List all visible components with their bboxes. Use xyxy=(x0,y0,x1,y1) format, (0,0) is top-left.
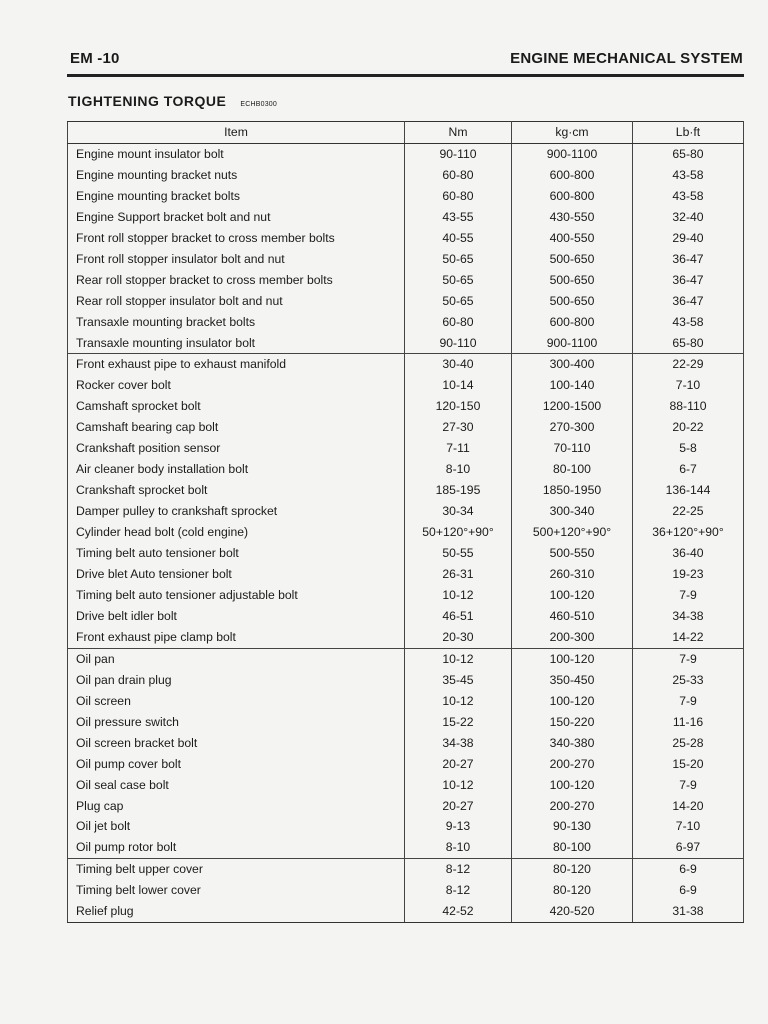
cell-kgcm: 100-120 xyxy=(512,585,633,606)
column-header-item: Item xyxy=(68,122,405,144)
cell-item: Oil pan xyxy=(68,648,405,669)
cell-lbft: 14-20 xyxy=(633,796,744,817)
cell-kgcm: 420-520 xyxy=(512,901,633,922)
cell-lbft: 65-80 xyxy=(633,143,744,164)
cell-item: Oil screen xyxy=(68,691,405,712)
cell-lbft: 15-20 xyxy=(633,754,744,775)
cell-kgcm: 80-100 xyxy=(512,459,633,480)
cell-lbft: 34-38 xyxy=(633,606,744,627)
table-header-row xyxy=(68,122,744,144)
header-divider xyxy=(67,74,744,77)
table-row xyxy=(68,901,744,922)
cell-nm: 10-12 xyxy=(405,585,512,606)
cell-lbft: 22-25 xyxy=(633,501,744,522)
cell-kgcm: 100-120 xyxy=(512,775,633,796)
cell-kgcm: 1850-1950 xyxy=(512,480,633,501)
cell-lbft: 6-9 xyxy=(633,880,744,901)
table-row xyxy=(68,333,744,354)
cell-nm: 30-40 xyxy=(405,354,512,375)
cell-kgcm: 260-310 xyxy=(512,564,633,585)
table-row xyxy=(68,186,744,207)
column-header-lbft: Lb·ft xyxy=(633,122,744,144)
cell-lbft: 43-58 xyxy=(633,186,744,207)
cell-nm: 35-45 xyxy=(405,670,512,691)
cell-nm: 20-30 xyxy=(405,627,512,648)
table-row xyxy=(68,354,744,375)
cell-lbft: 36-47 xyxy=(633,249,744,270)
cell-kgcm: 300-340 xyxy=(512,501,633,522)
cell-lbft: 25-28 xyxy=(633,733,744,754)
cell-lbft: 19-23 xyxy=(633,564,744,585)
cell-kgcm: 270-300 xyxy=(512,417,633,438)
cell-nm: 10-12 xyxy=(405,691,512,712)
cell-kgcm: 1200-1500 xyxy=(512,396,633,417)
table-row xyxy=(68,543,744,564)
cell-item: Oil seal case bolt xyxy=(68,775,405,796)
cell-item: Oil screen bracket bolt xyxy=(68,733,405,754)
cell-item: Timing belt auto tensioner adjustable bolt xyxy=(68,585,405,606)
cell-item: Camshaft bearing cap bolt xyxy=(68,417,405,438)
column-header-nm: Nm xyxy=(405,122,512,144)
cell-kgcm: 500-650 xyxy=(512,291,633,312)
cell-item: Rear roll stopper insulator bolt and nut xyxy=(68,291,405,312)
table-row xyxy=(68,691,744,712)
table-row xyxy=(68,816,744,837)
cell-lbft: 6-9 xyxy=(633,859,744,880)
table-row xyxy=(68,270,744,291)
cell-kgcm: 400-550 xyxy=(512,228,633,249)
cell-lbft: 36-40 xyxy=(633,543,744,564)
cell-kgcm: 430-550 xyxy=(512,207,633,228)
table-row xyxy=(68,859,744,880)
cell-nm: 15-22 xyxy=(405,712,512,733)
cell-nm: 50-65 xyxy=(405,249,512,270)
section-name: ENGINE MECHANICAL SYSTEM xyxy=(510,50,743,67)
cell-lbft: 7-9 xyxy=(633,775,744,796)
cell-nm: 10-12 xyxy=(405,648,512,669)
cell-item: Rocker cover bolt xyxy=(68,375,405,396)
table-row xyxy=(68,312,744,333)
cell-lbft: 5-8 xyxy=(633,438,744,459)
cell-item: Air cleaner body installation bolt xyxy=(68,459,405,480)
cell-kgcm: 100-120 xyxy=(512,691,633,712)
cell-nm: 30-34 xyxy=(405,501,512,522)
table-row xyxy=(68,522,744,543)
table-row xyxy=(68,712,744,733)
cell-item: Front exhaust pipe to exhaust manifold xyxy=(68,354,405,375)
cell-lbft: 31-38 xyxy=(633,901,744,922)
cell-nm: 90-110 xyxy=(405,143,512,164)
section-heading xyxy=(68,93,277,109)
cell-nm: 42-52 xyxy=(405,901,512,922)
cell-nm: 26-31 xyxy=(405,564,512,585)
cell-nm: 60-80 xyxy=(405,186,512,207)
cell-item: Front exhaust pipe clamp bolt xyxy=(68,627,405,648)
cell-nm: 60-80 xyxy=(405,312,512,333)
cell-kgcm: 80-120 xyxy=(512,880,633,901)
cell-kgcm: 600-800 xyxy=(512,165,633,186)
cell-nm: 7-11 xyxy=(405,438,512,459)
cell-nm: 60-80 xyxy=(405,165,512,186)
table-row xyxy=(68,459,744,480)
cell-kgcm: 600-800 xyxy=(512,312,633,333)
cell-item: Oil pump cover bolt xyxy=(68,754,405,775)
cell-nm: 8-10 xyxy=(405,459,512,480)
cell-item: Damper pulley to crankshaft sprocket xyxy=(68,501,405,522)
cell-nm: 10-14 xyxy=(405,375,512,396)
cell-item: Plug cap xyxy=(68,796,405,817)
table-row xyxy=(68,837,744,858)
cell-kgcm: 100-120 xyxy=(512,648,633,669)
table-row xyxy=(68,754,744,775)
cell-lbft: 36-47 xyxy=(633,270,744,291)
cell-item: Relief plug xyxy=(68,901,405,922)
table-row xyxy=(68,606,744,627)
cell-kgcm: 460-510 xyxy=(512,606,633,627)
cell-nm: 9-13 xyxy=(405,816,512,837)
cell-kgcm: 200-300 xyxy=(512,627,633,648)
table-row xyxy=(68,648,744,669)
cell-kgcm: 80-100 xyxy=(512,837,633,858)
cell-lbft: 6-7 xyxy=(633,459,744,480)
cell-item: Rear roll stopper bracket to cross member bolts xyxy=(68,270,405,291)
cell-kgcm: 70-110 xyxy=(512,438,633,459)
cell-lbft: 88-110 xyxy=(633,396,744,417)
table-row xyxy=(68,733,744,754)
table-row xyxy=(68,501,744,522)
table-row xyxy=(68,228,744,249)
cell-kgcm: 500-650 xyxy=(512,249,633,270)
cell-nm: 8-12 xyxy=(405,880,512,901)
table-row xyxy=(68,564,744,585)
cell-lbft: 11-16 xyxy=(633,712,744,733)
cell-lbft: 14-22 xyxy=(633,627,744,648)
cell-kgcm: 300-400 xyxy=(512,354,633,375)
cell-item: Front roll stopper insulator bolt and nut xyxy=(68,249,405,270)
cell-lbft: 6-97 xyxy=(633,837,744,858)
cell-item: Front roll stopper bracket to cross member bolts xyxy=(68,228,405,249)
cell-kgcm: 900-1100 xyxy=(512,333,633,354)
cell-lbft: 20-22 xyxy=(633,417,744,438)
table-row xyxy=(68,375,744,396)
cell-kgcm: 500+120°+90° xyxy=(512,522,633,543)
cell-lbft: 7-9 xyxy=(633,585,744,606)
table-row xyxy=(68,165,744,186)
cell-item: Camshaft sprocket bolt xyxy=(68,396,405,417)
cell-item: Oil pump rotor bolt xyxy=(68,837,405,858)
cell-kgcm: 200-270 xyxy=(512,796,633,817)
cell-item: Drive blet Auto tensioner bolt xyxy=(68,564,405,585)
cell-kgcm: 80-120 xyxy=(512,859,633,880)
cell-item: Oil pressure switch xyxy=(68,712,405,733)
cell-nm: 50-65 xyxy=(405,291,512,312)
cell-kgcm: 600-800 xyxy=(512,186,633,207)
cell-nm: 90-110 xyxy=(405,333,512,354)
cell-item: Engine Support bracket bolt and nut xyxy=(68,207,405,228)
cell-item: Engine mounting bracket nuts xyxy=(68,165,405,186)
cell-nm: 8-10 xyxy=(405,837,512,858)
table-row xyxy=(68,396,744,417)
page-number: EM -10 xyxy=(70,50,120,67)
cell-nm: 185-195 xyxy=(405,480,512,501)
cell-item: Crankshaft position sensor xyxy=(68,438,405,459)
cell-kgcm: 90-130 xyxy=(512,816,633,837)
table-row xyxy=(68,627,744,648)
cell-item: Engine mount insulator bolt xyxy=(68,143,405,164)
cell-kgcm: 500-550 xyxy=(512,543,633,564)
cell-nm: 50+120°+90° xyxy=(405,522,512,543)
cell-nm: 27-30 xyxy=(405,417,512,438)
cell-item: Oil pan drain plug xyxy=(68,670,405,691)
cell-lbft: 25-33 xyxy=(633,670,744,691)
table-row xyxy=(68,143,744,164)
cell-nm: 43-55 xyxy=(405,207,512,228)
section-code: ECHB0300 xyxy=(240,101,277,108)
cell-item: Timing belt lower cover xyxy=(68,880,405,901)
cell-item: Timing belt upper cover xyxy=(68,859,405,880)
cell-kgcm: 900-1100 xyxy=(512,143,633,164)
cell-lbft: 36+120°+90° xyxy=(633,522,744,543)
cell-nm: 46-51 xyxy=(405,606,512,627)
cell-item: Engine mounting bracket bolts xyxy=(68,186,405,207)
column-header-kgcm: kg·cm xyxy=(512,122,633,144)
cell-item: Oil jet bolt xyxy=(68,816,405,837)
cell-lbft: 7-10 xyxy=(633,816,744,837)
cell-nm: 50-55 xyxy=(405,543,512,564)
cell-lbft: 43-58 xyxy=(633,312,744,333)
cell-lbft: 136-144 xyxy=(633,480,744,501)
table-row xyxy=(68,417,744,438)
table-row xyxy=(68,249,744,270)
cell-nm: 50-65 xyxy=(405,270,512,291)
table-row xyxy=(68,480,744,501)
cell-item: Transaxle mounting insulator bolt xyxy=(68,333,405,354)
cell-nm: 8-12 xyxy=(405,859,512,880)
table-row xyxy=(68,585,744,606)
cell-nm: 10-12 xyxy=(405,775,512,796)
cell-nm: 20-27 xyxy=(405,796,512,817)
table-row xyxy=(68,438,744,459)
cell-kgcm: 150-220 xyxy=(512,712,633,733)
table-row xyxy=(68,796,744,817)
cell-nm: 120-150 xyxy=(405,396,512,417)
section-title: TIGHTENING TORQUE xyxy=(68,93,227,109)
cell-item: Crankshaft sprocket bolt xyxy=(68,480,405,501)
table-row xyxy=(68,670,744,691)
table-row xyxy=(68,775,744,796)
cell-lbft: 32-40 xyxy=(633,207,744,228)
cell-lbft: 36-47 xyxy=(633,291,744,312)
cell-kgcm: 500-650 xyxy=(512,270,633,291)
cell-lbft: 7-9 xyxy=(633,648,744,669)
cell-kgcm: 350-450 xyxy=(512,670,633,691)
cell-lbft: 22-29 xyxy=(633,354,744,375)
cell-nm: 40-55 xyxy=(405,228,512,249)
cell-kgcm: 340-380 xyxy=(512,733,633,754)
cell-item: Timing belt auto tensioner bolt xyxy=(68,543,405,564)
cell-lbft: 7-10 xyxy=(633,375,744,396)
page-header xyxy=(70,50,743,67)
torque-table xyxy=(67,121,744,923)
cell-item: Cylinder head bolt (cold engine) xyxy=(68,522,405,543)
cell-nm: 34-38 xyxy=(405,733,512,754)
cell-lbft: 29-40 xyxy=(633,228,744,249)
cell-item: Drive belt idler bolt xyxy=(68,606,405,627)
cell-kgcm: 100-140 xyxy=(512,375,633,396)
cell-nm: 20-27 xyxy=(405,754,512,775)
cell-lbft: 65-80 xyxy=(633,333,744,354)
cell-kgcm: 200-270 xyxy=(512,754,633,775)
cell-lbft: 43-58 xyxy=(633,165,744,186)
table-row xyxy=(68,880,744,901)
table-body xyxy=(68,143,744,922)
cell-lbft: 7-9 xyxy=(633,691,744,712)
cell-item: Transaxle mounting bracket bolts xyxy=(68,312,405,333)
table-row xyxy=(68,207,744,228)
table-row xyxy=(68,291,744,312)
